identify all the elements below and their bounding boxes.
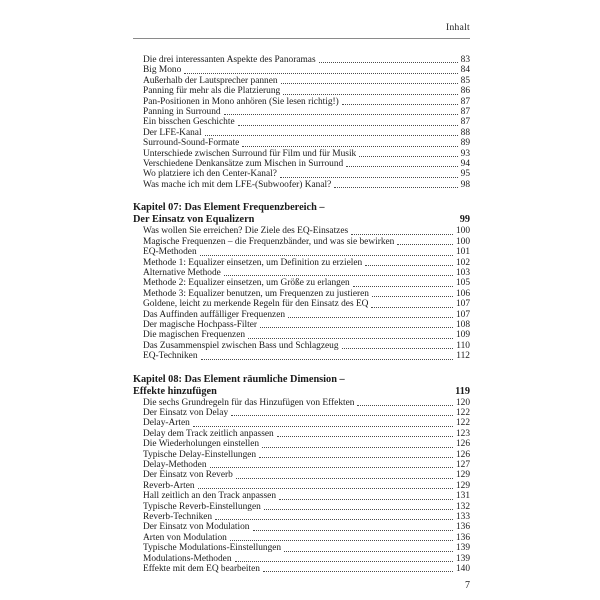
dot-leader [319,62,458,63]
toc-entry-page: 110 [456,340,470,351]
chapter-page-number: 119 [455,385,470,397]
chapter-heading-line2 [133,214,470,226]
toc-entry [133,450,470,460]
toc-entry-label: Verschiedene Denkansätze zum Mischen in Surround [143,159,344,170]
dot-leader [283,94,457,95]
toc-entry [133,398,470,408]
toc-entry-page: 87 [460,107,470,118]
toc-entry [133,247,470,257]
dot-leader [230,540,453,541]
toc-entry-page: 98 [460,179,470,190]
toc-entry-page: 140 [455,564,470,575]
toc-entry [133,351,470,361]
toc-entry-label: Typische Reverb-Einstellungen [143,501,261,512]
toc-entry [133,159,470,169]
toc-entry-label: Hall zeitlich an den Track anpassen [143,491,277,502]
dot-leader [224,275,453,276]
dot-leader [342,104,458,105]
dot-leader [371,307,452,308]
dot-leader [342,348,454,349]
dot-leader [238,125,458,126]
toc-entry-page: 105 [455,278,470,289]
toc-entry [133,55,470,65]
dot-leader [259,457,453,458]
toc-entry-label: EQ-Techniken [143,351,198,362]
toc-entry-label: Pan-Positionen in Mono anhören (Sie lesen richtig!) [143,96,339,107]
dot-leader [224,114,458,115]
dot-leader [253,530,453,531]
toc-entry [133,180,470,190]
toc-entry-page: 85 [460,75,470,86]
header-title: Inhalt [446,23,470,33]
toc-entry [133,330,470,340]
toc-entry [133,226,470,236]
dot-leader [263,571,453,572]
toc-entry-page: 107 [455,299,470,310]
dot-leader [359,156,457,157]
chapter-heading-line1: Kapitel 07: Das Element Frequenzbereich – [133,202,325,214]
dot-leader [397,244,453,245]
toc-entry-label: Methode 3: Equalizer benutzen, um Frequenzen zu justieren [143,288,369,299]
toc-entry-label: Die Wiederholungen einstellen [143,439,260,450]
toc-entry [133,310,470,320]
toc-entry [133,543,470,553]
toc-entry-page: 136 [455,532,470,543]
toc-entry-page: 93 [460,148,470,159]
dot-leader [184,73,457,74]
toc-entry-label: Der Einsatz von Modulation [143,522,250,533]
toc-entry-page: 126 [455,449,470,460]
dot-leader [346,166,457,167]
toc-entry-label: Arten von Modulation [143,532,227,543]
page-header [133,23,470,33]
dot-leader [205,135,458,136]
toc-entry-page: 127 [455,460,470,470]
toc-entry [133,418,470,428]
toc-entry [133,65,470,75]
toc-entry-page: 129 [455,470,470,481]
dot-leader [198,488,453,489]
toc-entry [133,481,470,491]
page-number: 7 [465,580,470,591]
dot-leader [210,467,453,468]
toc-entry-label: Die drei interessanten Aspekte des Panoramas [143,55,316,65]
toc-entry-label: Der magische Hochpass-Filter [143,319,258,330]
toc-entry [133,564,470,574]
toc-entry-page: 100 [455,236,470,247]
toc-entry-page: 108 [455,319,470,330]
toc-entry [133,278,470,288]
toc-entry [133,554,470,564]
toc-entry [133,237,470,247]
toc-entry [133,502,470,512]
dot-leader [242,146,457,147]
toc-entry [133,149,470,159]
toc-entry-label: Methode 1: Equalizer einsetzen, um Definition zu erzielen [143,257,363,268]
toc-entry [133,439,470,449]
toc-entry [133,341,470,351]
toc-entry-page: 102 [455,257,470,268]
toc-entry-label: Das Auffinden auffälliger Frequenzen [143,309,286,320]
toc-entry-label: EQ-Methoden [143,247,197,258]
toc-entry [133,258,470,268]
chapter-page-number: 99 [459,214,470,226]
toc-entry [133,107,470,117]
toc-entry-page: 112 [456,351,470,362]
toc-entry-page: 87 [460,117,470,128]
toc-entry-label: Goldene, leicht zu merkende Regeln für den Einsatz des EQ [143,299,369,310]
dot-leader [353,286,453,287]
toc-entry-page: 86 [460,86,470,97]
toc-entry-label: Methode 2: Equalizer einsetzen, um Größe zu erlangen [143,278,350,289]
toc-entry-label: Außerhalb der Lautsprecher pannen [143,75,278,86]
dot-leader [277,436,453,437]
chapter-heading-line1: Kapitel 08: Das Element räumliche Dimension – [133,373,345,385]
toc-entry-label: Reverb-Techniken [143,512,213,523]
header-rule [133,38,470,39]
toc-entry [133,512,470,522]
toc-entry-label: Panning in Surround [143,107,221,118]
toc-entry-label: Was wollen Sie erreichen? Die Ziele des EQ-Einsatzes [143,226,349,237]
toc-entry-page: 87 [460,96,470,107]
toc-entry [133,169,470,179]
toc-entry-label: Wo platziere ich den Center-Kanal? [143,169,277,180]
dot-leader [215,519,453,520]
dot-leader [201,359,454,360]
toc-entry-label: Das Zusammenspiel zwischen Bass und Schlagzeug [143,340,339,351]
toc-entry-page: 133 [455,512,470,523]
toc-entry-page: 107 [455,309,470,320]
toc-entry-label: Der Einsatz von Reverb [143,470,233,481]
toc-entry-label: Delay-Arten [143,418,190,429]
dot-leader [260,327,453,328]
toc-entry-label: Alternative Methode [143,267,221,278]
dot-leader [236,478,453,479]
toc-entry-label: Panning für mehr als die Platzierung [143,86,281,97]
toc-entry-page: 139 [455,553,470,564]
toc-entry-page: 106 [455,288,470,299]
toc-entry-page: 129 [455,480,470,491]
toc-entry-label: Unterschiede zwischen Surround für Film und für Musik [143,148,357,159]
dot-leader [288,317,453,318]
toc-entry-page: 100 [455,226,470,237]
toc-entry-label: Der LFE-Kanal [143,127,202,138]
chapter-heading-line2 [133,386,470,398]
toc-entry [133,491,470,501]
toc-entry [133,320,470,330]
toc-entry [133,522,470,532]
toc-entry-page: 139 [455,543,470,554]
toc [133,55,470,574]
toc-entry-page: 131 [455,491,470,502]
toc-entry [133,76,470,86]
toc-entry-page: 126 [455,439,470,450]
toc-entry-label: Magische Frequenzen – die Frequenzbänder, und was sie bewirken [143,236,395,247]
toc-entry-page: 95 [460,169,470,180]
toc-entry-page: 83 [460,55,470,65]
dot-leader [193,426,453,427]
toc-entry-label: Big Mono [143,65,182,76]
dot-leader [372,296,453,297]
toc-entry [133,97,470,107]
dot-leader [262,447,453,448]
toc-entry-label: Delay-Methoden [143,460,207,470]
toc-entry-page: 136 [455,522,470,533]
toc-entry [133,408,470,418]
toc-entry [133,470,470,480]
toc-entry-label: Typische Delay-Einstellungen [143,449,257,460]
toc-entry-label: Typische Modulations-Einstellungen [143,543,282,554]
chapter-heading [133,374,470,398]
toc-entry [133,268,470,278]
toc-entry [133,299,470,309]
dot-leader [200,255,453,256]
toc-entry [133,429,470,439]
dot-leader [264,509,453,510]
toc-entry-label: Ein bisschen Geschichte [143,117,235,128]
toc-entry-label: Die sechs Grundregeln für das Hinzufügen von Effekten [143,397,355,408]
toc-entry [133,533,470,543]
dot-leader [231,415,453,416]
dot-leader [357,405,452,406]
chapter-heading-label: Der Einsatz von Equalizern [133,214,255,226]
dot-leader [235,561,453,562]
toc-entry-label: Was mache ich mit dem LFE-(Subwoofer) Kanal? [143,179,332,190]
toc-entry [133,86,470,96]
toc-entry-page: 89 [460,138,470,149]
toc-entry-label: Der Einsatz von Delay [143,407,229,418]
toc-entry [133,138,470,148]
toc-entry [133,128,470,138]
toc-entry-label: Modulations-Methoden [143,553,232,564]
toc-entry [133,117,470,127]
toc-entry-page: 120 [455,397,470,408]
toc-entry-page: 101 [455,247,470,258]
dot-leader [334,187,457,188]
toc-entry-page: 132 [455,501,470,512]
toc-entry-page: 88 [460,127,470,138]
toc-entry-page: 109 [455,330,470,341]
toc-entry-label: Die magischen Frequenzen [143,330,246,341]
dot-leader [279,499,453,500]
toc-entry-page: 123 [455,428,470,439]
toc-entry-page: 103 [455,267,470,278]
toc-entry-label: Surround-Sound-Formate [143,138,240,149]
dot-leader [248,338,453,339]
toc-entry-page: 122 [455,407,470,418]
toc-entry-label: Reverb-Arten [143,480,195,491]
dot-leader [351,234,453,235]
toc-entry [133,460,470,470]
toc-entry-label: Delay dem Track zeitlich anpassen [143,428,274,439]
toc-entry-page: 122 [455,418,470,429]
toc-entry-label: Effekte mit dem EQ bearbeiten [143,564,260,575]
dot-leader [284,551,453,552]
toc-entry [133,289,470,299]
toc-entry-page: 94 [460,159,470,170]
dot-leader [280,177,458,178]
dot-leader [281,83,458,84]
chapter-heading [133,202,470,226]
toc-entry-page: 84 [460,65,470,76]
dot-leader [365,265,453,266]
chapter-heading-label: Effekte hinzufügen [133,385,217,397]
